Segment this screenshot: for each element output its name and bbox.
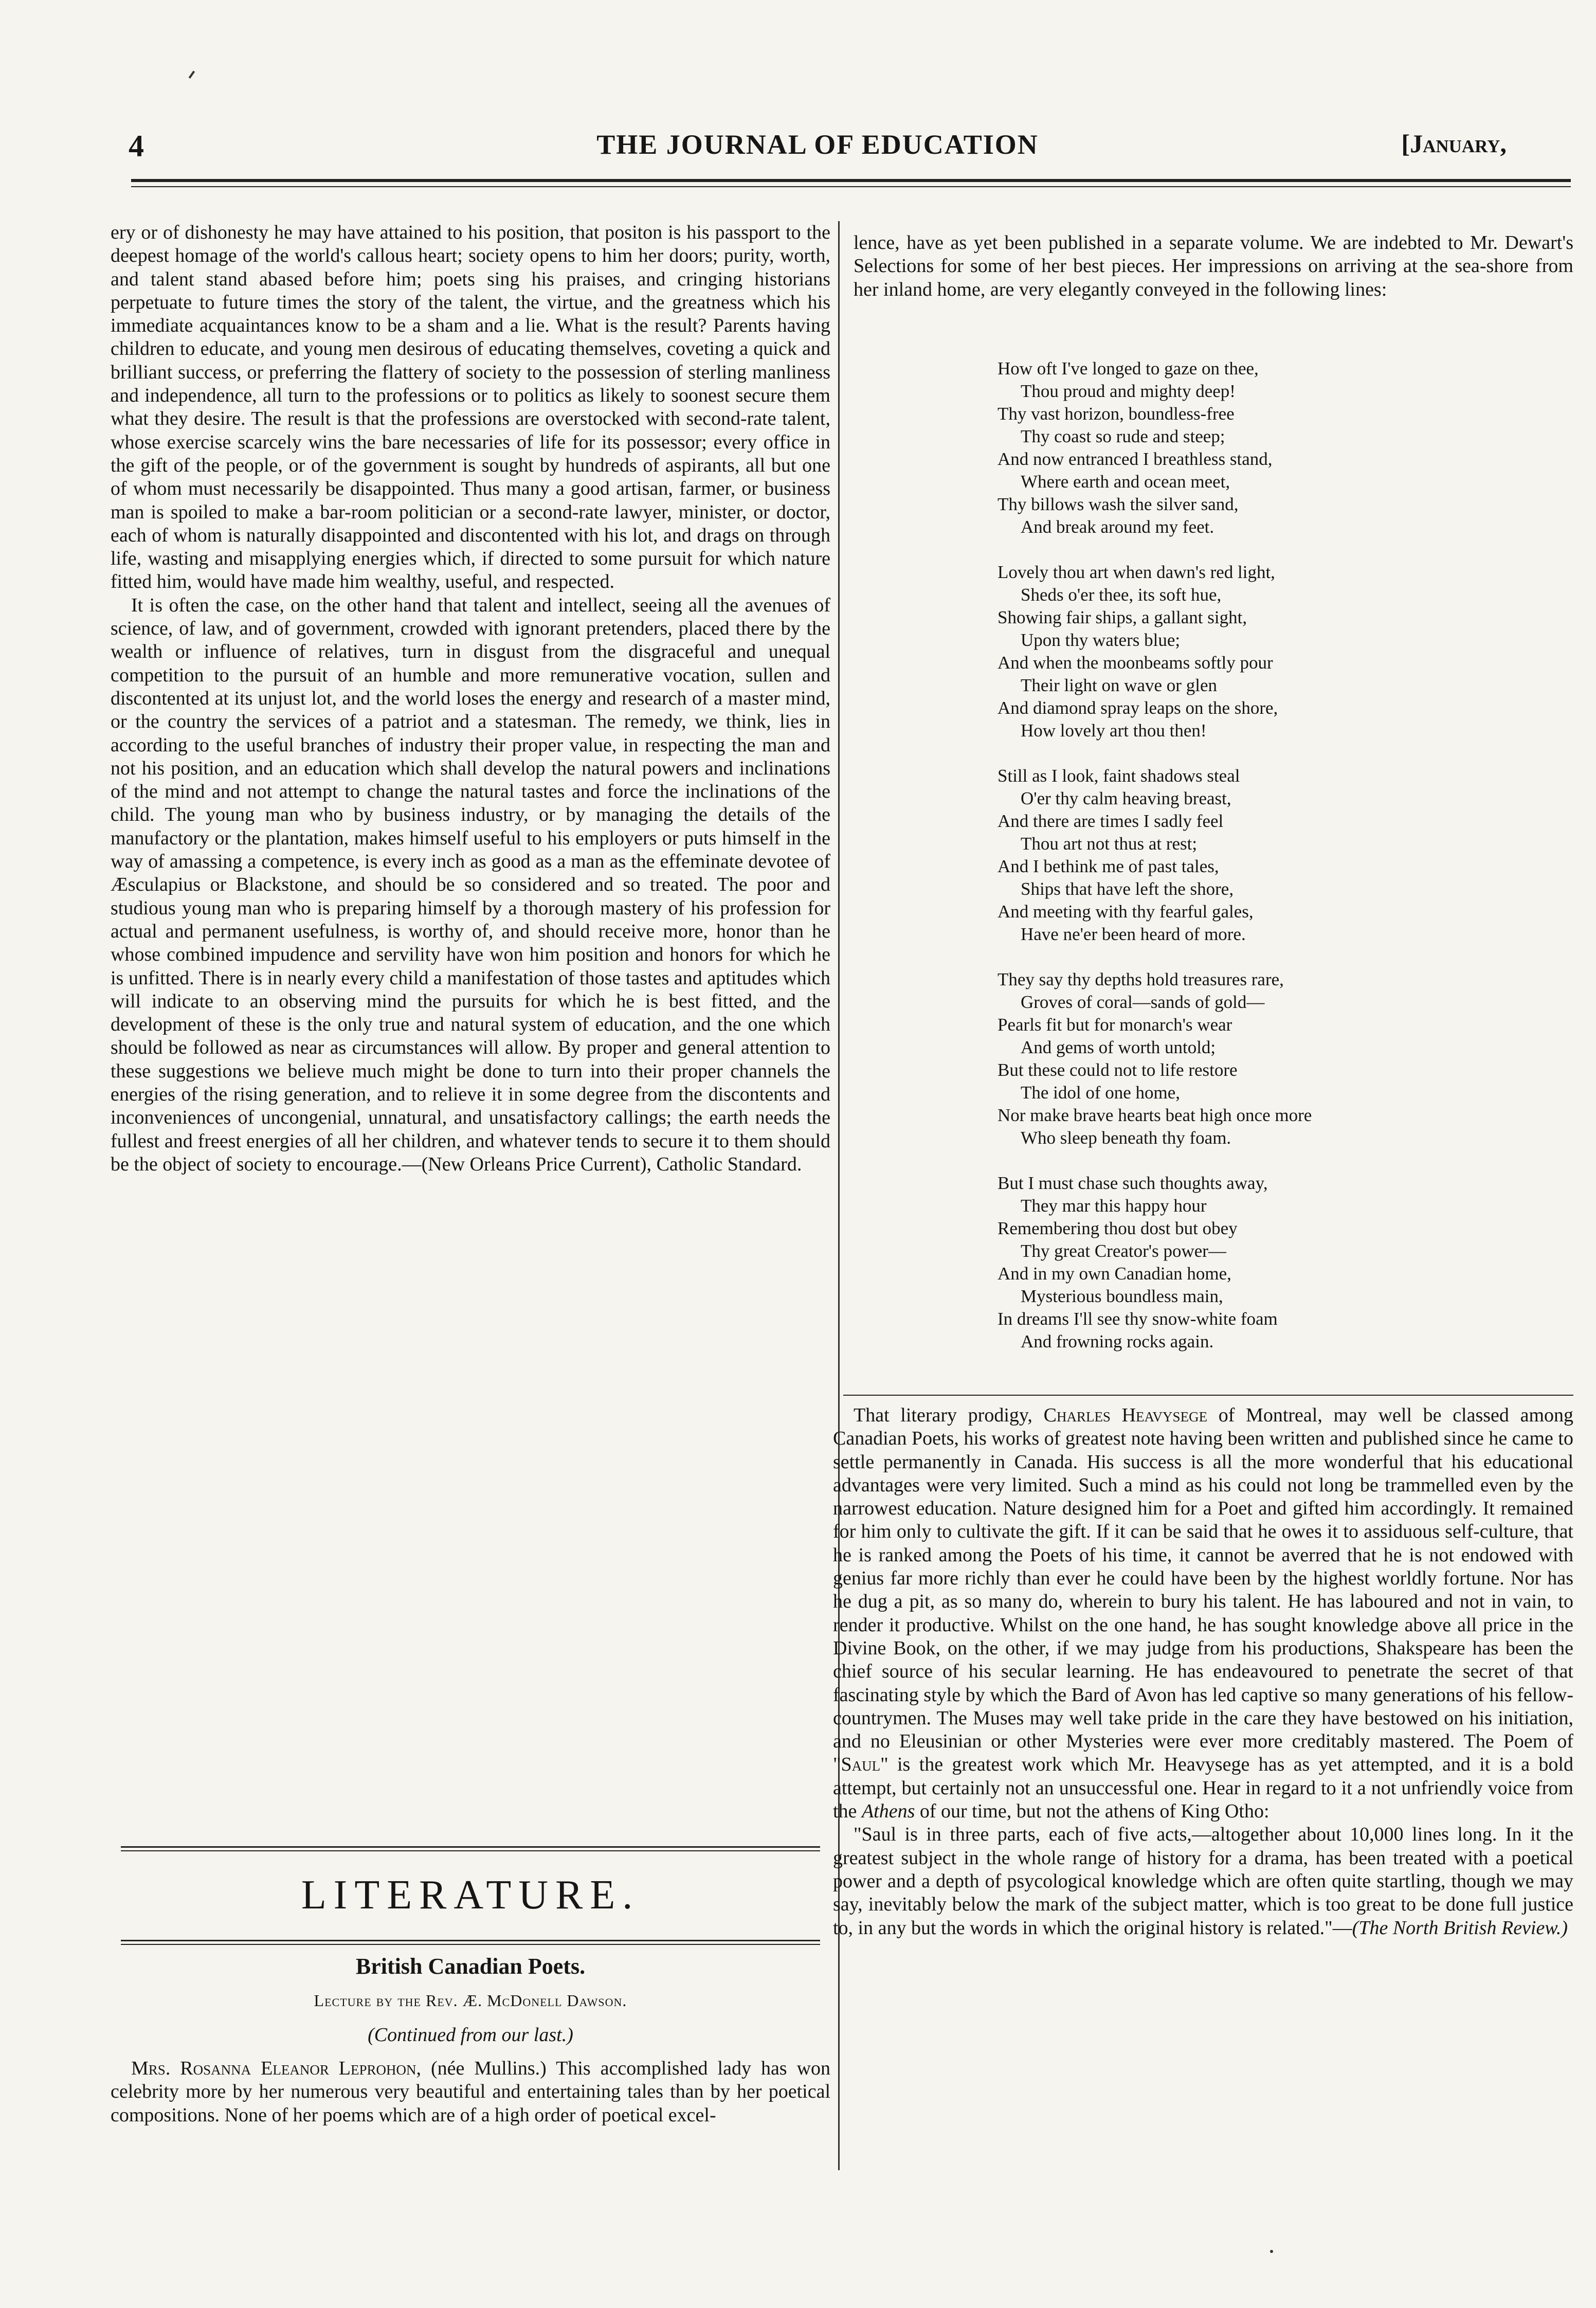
poem-line: Thy coast so rude and steep; <box>1021 426 1225 446</box>
poem <box>997 357 1512 1376</box>
poem-title: Saul <box>841 1754 881 1776</box>
quote-text: "Saul is in three parts, each of five acts,—altogether about 10,000 lines long. In it the greatest subject in the whole range of history for a drama, has been treated with a poetical power and a depth of psycological knowledge which are often quite startling, though we may say, inevitably below the mark of the subject matter, which is too great to be done full justice to, in any but the words in which the original history is related."— <box>833 1824 1573 1939</box>
poem-line: And gems of worth untold; <box>1021 1037 1216 1057</box>
section-rule <box>121 1846 820 1848</box>
poem-line: Lovely thou art when dawn's red light, <box>997 562 1275 582</box>
paragraph-start: That literary prodigy, <box>854 1404 1032 1426</box>
poem-line: Thy billows wash the silver sand, <box>997 494 1239 514</box>
poem-line: Sheds o'er thee, its soft hue, <box>1021 585 1222 605</box>
poem-stanza <box>997 765 1512 946</box>
poem-line: And meeting with thy fearful gales, <box>997 901 1254 922</box>
poem-line: Nor make brave hearts beat high once more <box>997 1105 1312 1125</box>
poem-line: And diamond spray leaps on the shore, <box>997 698 1278 718</box>
poem-line: Thou proud and mighty deep! <box>1021 381 1236 401</box>
literature-heading: LITERATURE. <box>301 1872 640 1918</box>
poem-line: Remembering thou dost but obey <box>997 1218 1238 1238</box>
poem-line: Thy vast horizon, boundless-free <box>997 404 1235 424</box>
poem-line: But these could not to life restore <box>997 1060 1238 1080</box>
poem-line: Thou art not thus at rest; <box>1021 834 1198 854</box>
athens-ref: Athens <box>861 1800 915 1823</box>
issue-month: [January, <box>1401 129 1507 158</box>
poet-name: Charles Heavysege <box>1043 1404 1208 1426</box>
poem-line: Thy great Creator's power— <box>1021 1241 1226 1261</box>
literature-intro <box>111 2057 830 2127</box>
poem-line: Mysterious boundless main, <box>1021 1286 1223 1306</box>
poem-line: Have ne'er been heard of more. <box>1021 924 1246 944</box>
section-title: British Canadian Poets. <box>355 1954 586 1979</box>
journal-title: THE JOURNAL OF EDUCATION <box>596 129 1039 160</box>
paragraph-text: of our time, but not the athens of King Otho: <box>919 1800 1269 1823</box>
heavysege-section <box>833 1404 1573 1940</box>
poem-line: And now entranced I breathless stand, <box>997 449 1273 469</box>
lecture-byline: Lecture by the Rev. Æ. McDonell Dawson. <box>314 1991 627 2010</box>
poem-line: They mar this happy hour <box>1021 1196 1207 1216</box>
poem-line: They say thy depths hold treasures rare, <box>997 969 1284 989</box>
poem-stanza <box>997 561 1512 742</box>
section-rule <box>121 1944 820 1945</box>
print-mark <box>189 70 199 81</box>
poem-line: And there are times I sadly feel <box>997 811 1224 831</box>
intro-text: (née Mullins.) This accomplished lady has won celebrity more by her numerous very beautiful and entertaining tales than by her poetical compositions. None of her poems which are of a high order of poetical excel- <box>111 2058 831 2126</box>
section-rule <box>121 1850 820 1851</box>
page-number: 4 <box>129 129 144 163</box>
poem-line: And frowning rocks again. <box>1021 1331 1214 1351</box>
quote-source: (The North British Review.) <box>1352 1917 1568 1939</box>
poem-line: O'er thy calm heaving breast, <box>1021 788 1231 808</box>
poem-line: Showing fair ships, a gallant sight, <box>997 607 1247 627</box>
continued-note: (Continued from our last.) <box>368 2024 573 2046</box>
section-rule <box>121 1940 820 1941</box>
poem-stanza <box>997 1172 1512 1353</box>
poem-line: Their light on wave or glen <box>1021 675 1217 695</box>
poem-line: Ships that have left the shore, <box>1021 879 1234 899</box>
poem-intro: lence, have as yet been published in a separate volume. We are indebted to Mr. Dewart's Selections for some of her best pieces. Her impressions on arriving at the sea-shore from her inland home, are very elegantly conveyed in the following lines: <box>854 232 1573 300</box>
poet-name: Mrs. Rosanna Eleanor Leprohon, <box>131 2058 422 2079</box>
paragraph-text: of Montreal, may well be classed among Canadian Poets, his works of greatest note having been written and published since he came to settle permanently in Canada. His success is all the more wonderful that his educational advantages were very limited. Such a mind as his could not long be trammelled even by the narrowest education. Nature designed him for a Poet and gifted him accordingly. It remained for him only to cultivate the gift. If it can be said that he owes it to assiduous self-culture, that he is ranked among the Poets of his time, it cannot be averred that he is not endowed with genius far more richly than ever he could have been by the highest worldly fortune. Nor has he dug a pit, as so many do, wherein to bury his talent. He has laboured and not in vain, to render it productive. Whilst on the one hand, he has sought knowledge above all price in the Divine Book, on the other, if we may judge from his productions, Shakspeare has been the chief source of his secular learning. He has endeavoured to penetrate the secret of that fascinating style by which the Bard of Avon has led captive so many generations of his fellow-countrymen. The Muses may well take pride in the care they have bestowed on his initiation, and no Eleusinian or other Mysteries were ever more creditably mastered. The Poem of " <box>833 1404 1574 1776</box>
poem-line: The idol of one home, <box>1021 1083 1181 1103</box>
article-paragraph: It is often the case, on the other hand that talent and intellect, seeing all the avenues of science, of law, and of government, crowded with ignorant pretenders, placed there by the wealth or influence of relatives, turn in disgust from the disgraceful and unequal competition to the pursuit of an humble and more remunerative vocation, sullen and discontented at its unjust lot, and the world loses the energy and research of a master mind, or the country the services of a patriot and a statesman. The remedy, we think, lies in according to the useful branches of industry their proper value, in respecting the man and not his position, and an education which shall develop the natural powers and inclinations of the mind and not attempt to change the natural tastes and force the inclinations of the child. The young man who by business industry, or by managing the details of the manufactory or the plantation, makes himself useful to his employers or puts himself in the way of amassing a competence, is every inch as good as a man as the effeminate devotee of Æsculapius or Blackstone, and should be so considered and so treated. The poor and studious young man who is preparing himself by a thorough mastery of his profession for actual and permanent usefulness, is worthy of, and should receive more, honor than he whose combined impudence and servility have won him position and honors for which he is unfitted. There is in nearly every child a manifestation of those tastes and aptitudes which will indicate to an observing mind the pursuits for which he is best fitted, and the development of these is the only true and natural system of education, and the one which should be followed as near as circumstances will allow. By proper and general attention to these suggestions we believe much might be done to turn into their proper channels the energies of the rising generation, and to relieve it in some degree from the discontents and inconveniences of uncongenial, unnatural, and unsatisfactory callings; the earth needs the fullest and freest energies of all her children, and whatever tends to secure it to them should be the object of society to encourage.—(New Orleans Price Current), Catholic Standard. <box>111 594 830 1175</box>
paragraph-text: " is the greatest work which Mr. Heavysege has as yet attempted, and it is a bold attempt, but certainly not an unsuccessful one. Hear in regard to it a not unfriendly voice from the <box>833 1754 1573 1823</box>
poem-line: But I must chase such thoughts away, <box>997 1173 1268 1193</box>
header-rule-thick <box>131 179 1571 182</box>
poem-end-rule <box>843 1395 1573 1396</box>
poem-line: In dreams I'll see thy snow-white foam <box>997 1309 1278 1329</box>
article-left-column <box>111 221 830 1176</box>
print-mark <box>1270 2250 1273 2253</box>
poem-line: Upon thy waters blue; <box>1021 630 1181 650</box>
poem-line: Where earth and ocean meet, <box>1021 472 1230 492</box>
poem-stanza <box>997 968 1512 1149</box>
poem-line: And when the moonbeams softly pour <box>997 653 1273 673</box>
poem-line: Still as I look, faint shadows steal <box>997 766 1240 786</box>
article-right-column <box>854 231 1573 301</box>
poem-line: How oft I've longed to gaze on thee, <box>997 358 1259 378</box>
article-paragraph: ery or of dishonesty he may have attained to his position, that positon is his passport to the deepest homage of the world's callous heart; society opens to him her doors; purity, worth, and talent stand abased before him; poets sing his praises, and cringing historians perpetuate to future times the story of the talent, the virtue, and the greatness which his immediate acquaintances know to be a sham and a lie. What is the result? Parents having children to educate, and young men desirous of educating themselves, coveting a quick and brilliant success, or preferring the flattery of society to the possession of sterling manliness and independence, all turn to the professions or to politics as likely to soonest secure them what they desire. The result is that the professions are overstocked with second-rate talent, whose exercise scarcely wins the bare necessaries of life for its possessor; every office in the gift of the people, or of the government is sought by hundreds of aspirants, all but one of whom must necessarily be disappointed. Thus many a good artisan, farmer, or business man is spoiled to make a bar-room politician or a second-rate lawyer, minister, or doctor, each of whom is naturally disappointed and discontented with his lot, and drags on through life, wasting and misapplying energies which, if directed to some pursuit for which nature fitted him, would have made him wealthy, useful, and respected. <box>111 222 830 593</box>
poem-line: And in my own Canadian home, <box>997 1264 1231 1284</box>
page-header <box>129 129 1507 175</box>
poem-line: Who sleep beneath thy foam. <box>1021 1128 1231 1148</box>
header-rule-thin <box>131 186 1571 187</box>
poem-line: How lovely art thou then! <box>1021 720 1207 741</box>
poem-line: Groves of coral—sands of gold— <box>1021 992 1265 1012</box>
poem-line: And break around my feet. <box>1021 517 1214 537</box>
poem-stanza <box>997 357 1512 538</box>
poem-line: And I bethink me of past tales, <box>997 856 1219 876</box>
poem-line: Pearls fit but for monarch's wear <box>997 1015 1232 1035</box>
